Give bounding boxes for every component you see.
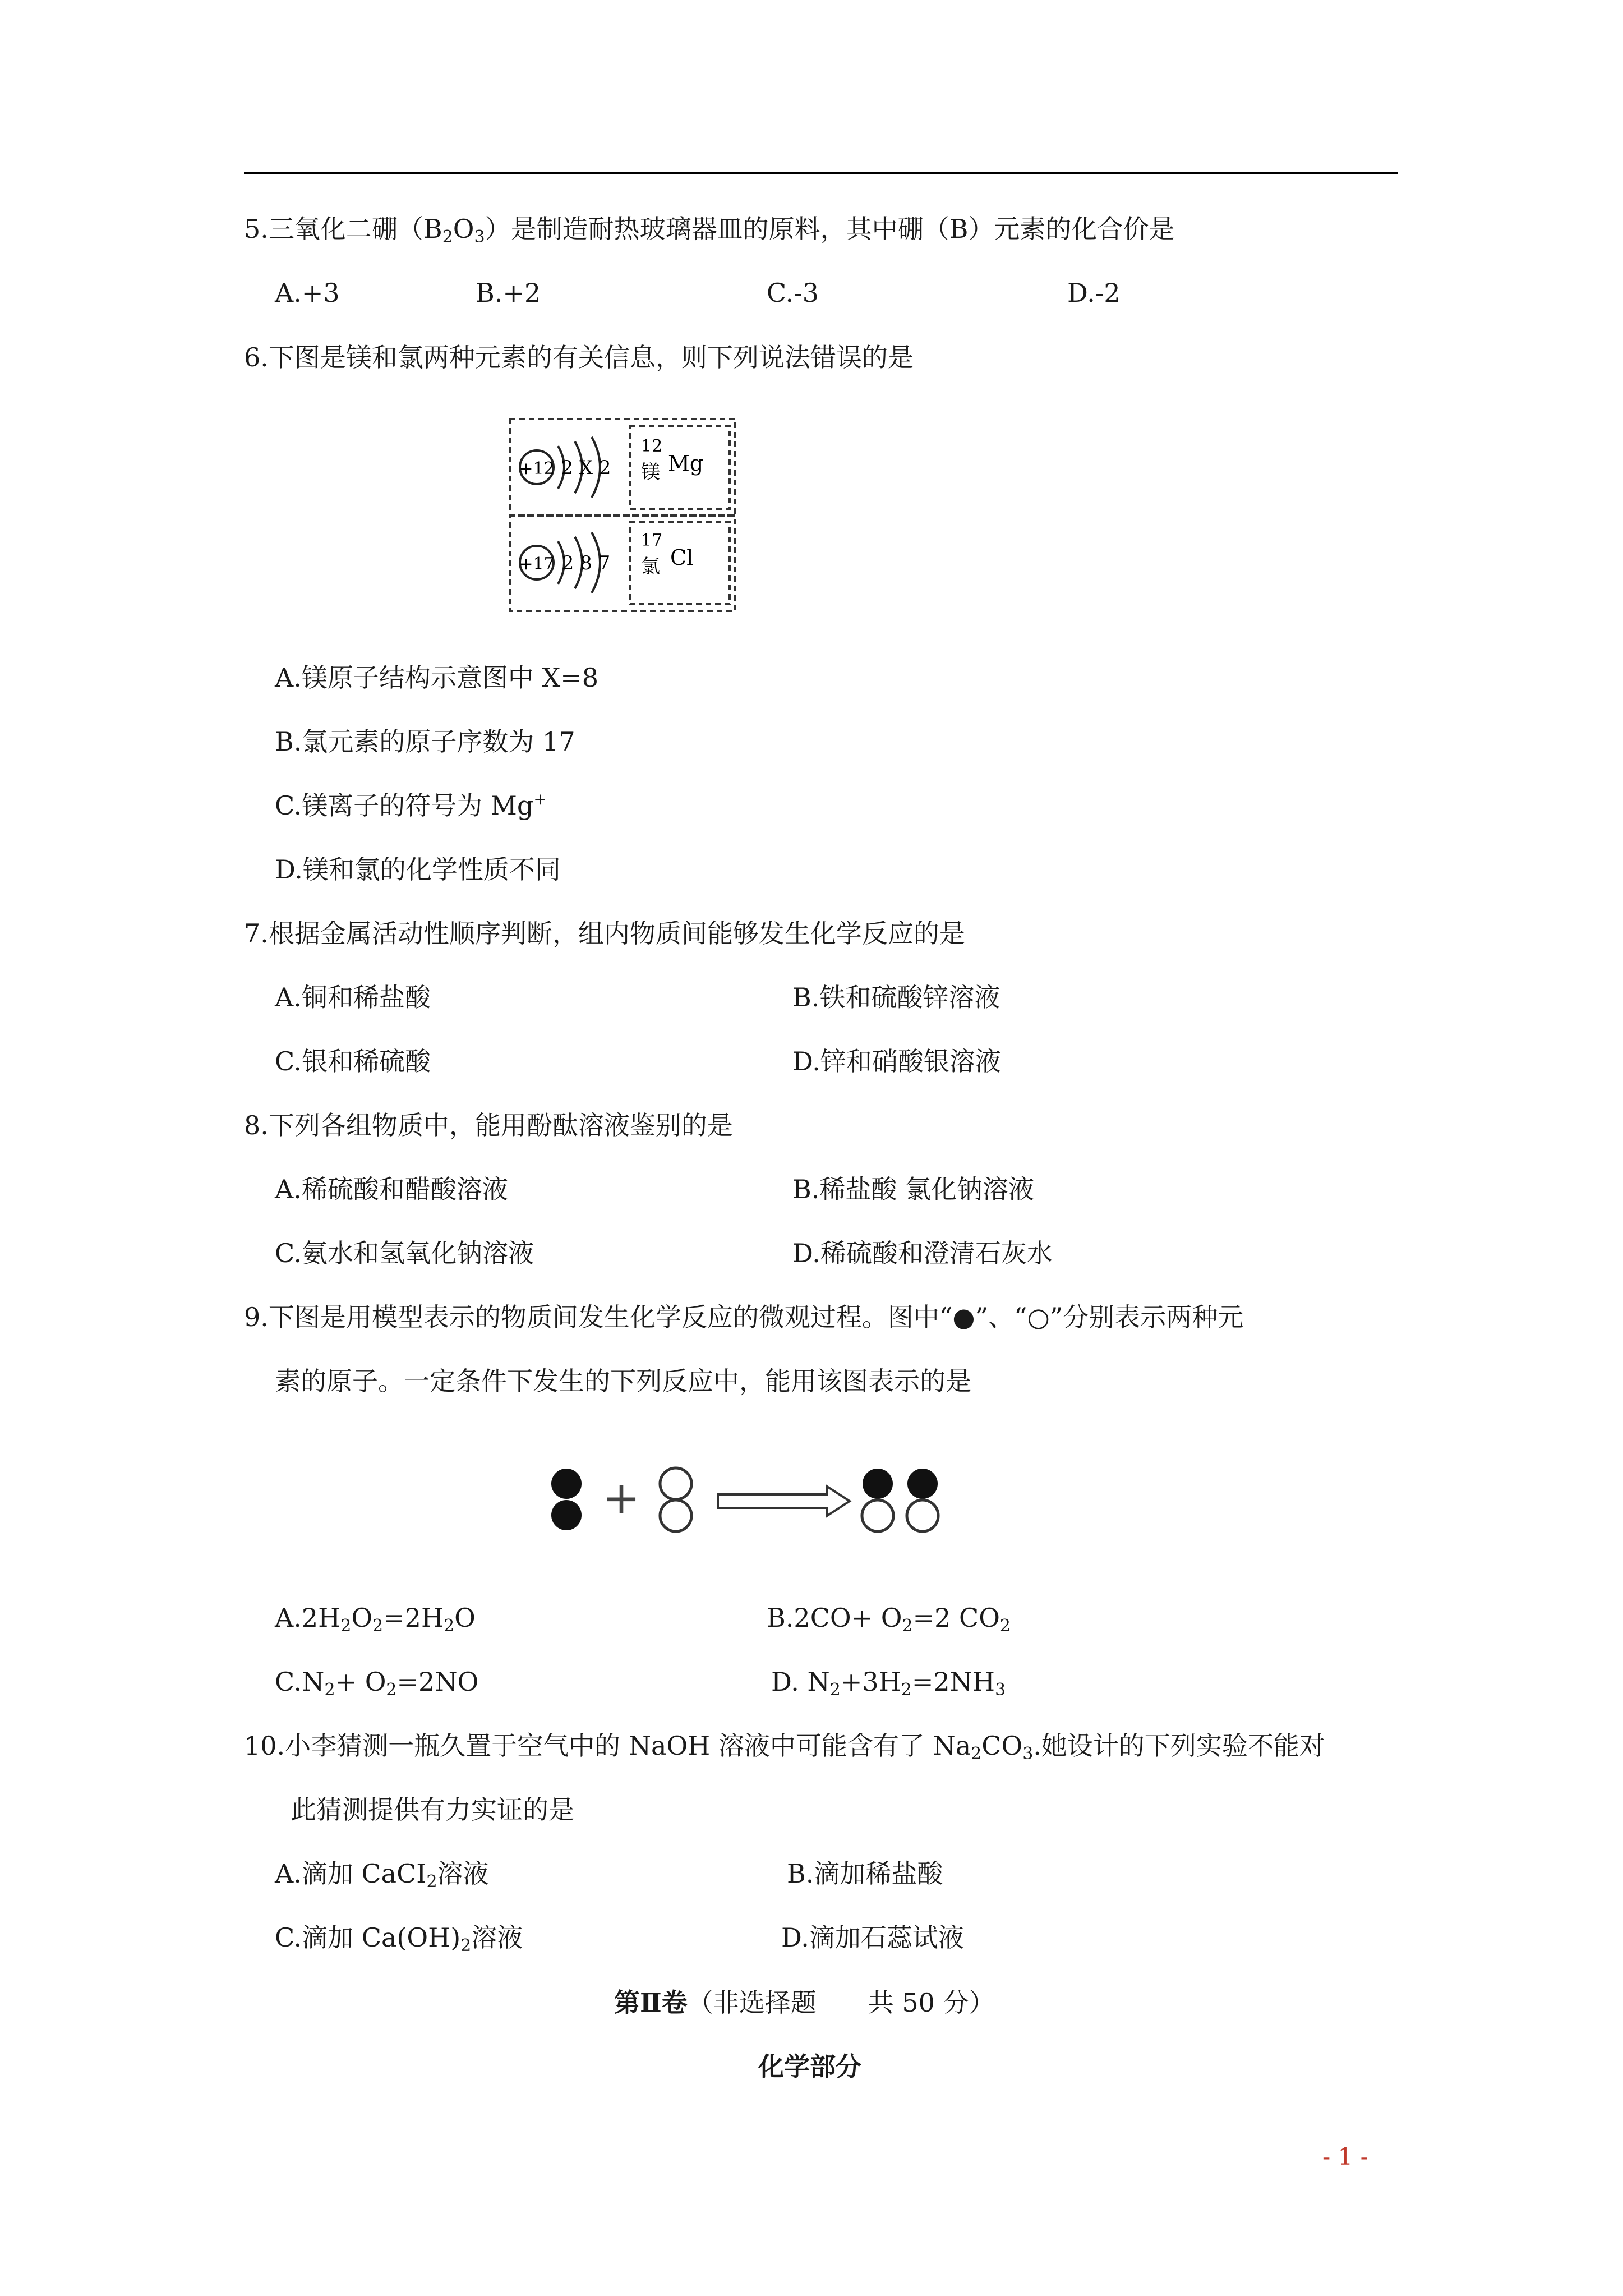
product-molecule-2 — [907, 1469, 938, 1531]
q9-option-c: $C.N_2+ O_2=2NO$ — [275, 1667, 479, 1700]
cl-element-name: 氯 — [641, 555, 660, 578]
cl-shell-electrons: 2 8 7 — [561, 552, 611, 574]
q9-option-a: $A.2H_2O_2=2H_2O$ — [275, 1603, 476, 1636]
page-number: - 1 - — [1322, 2143, 1368, 2170]
q10-option-c: C.滴加 $Ca(OH)_2$溶液 — [275, 1922, 523, 1955]
q6-option-d: D.镁和氯的化学性质不同 — [275, 854, 561, 885]
q8-option-d: D.稀硫酸和澄清石灰水 — [792, 1238, 1053, 1268]
q5-option-c: C.-3 — [767, 278, 819, 308]
q10-option-a: A.滴加 CaCI$_2$溶液 — [275, 1858, 489, 1892]
section-title: 第Ⅱ卷（非选择题 共 50 分） — [614, 1987, 995, 2018]
mg-atomic-number: 12 — [641, 436, 663, 456]
mg-element-name: 镁 — [641, 461, 660, 484]
mg-cl-element-figure — [502, 412, 749, 620]
q9-stem-line1: 9.下图是用模型表示的物质间发生化学反应的微观过程。图中“●”、“○”分别表示两种元 — [244, 1302, 1244, 1332]
q7-stem: 7.根据金属活动性顺序判断，组内物质间能够发生化学反应的是 — [244, 918, 965, 949]
cl-atom-structure — [519, 532, 610, 593]
q10-option-b: B.滴加稀盐酸 — [787, 1858, 943, 1889]
mg-atom-structure — [519, 437, 611, 498]
section-subtitle: 化学部分 — [758, 2051, 861, 2082]
reactant-white-molecule — [660, 1468, 691, 1531]
q10-option-d: D.滴加石蕊试液 — [781, 1922, 964, 1953]
cl-atomic-number: 17 — [641, 531, 663, 550]
q7-option-d: D.锌和硝酸银溶液 — [792, 1046, 1001, 1076]
q8-stem: 8.下列各组物质中，能用酚酞溶液鉴别的是 — [244, 1110, 733, 1140]
product-molecule-1 — [862, 1469, 893, 1531]
q5-stem: 5.三氧化二硼$(B_2O_3)$是制造耐热玻璃器皿的原料，其中硼（B）元素的化合价是 — [244, 214, 1175, 247]
mg-element-symbol: Mg — [668, 451, 704, 476]
q8-option-a: A.稀硫酸和醋酸溶液 — [275, 1174, 508, 1204]
mg-nucleus-label: +12 — [519, 459, 555, 478]
cl-element-symbol: Cl — [670, 545, 694, 570]
mg-shell-electrons: 2 X 2 — [561, 457, 611, 479]
q7-option-c: C.银和稀硫酸 — [275, 1046, 431, 1076]
header-rule — [244, 172, 1398, 174]
q8-option-b: B.稀盐酸 氯化钠溶液 — [792, 1174, 1035, 1204]
q7-option-a: A.铜和稀盐酸 — [275, 982, 431, 1013]
q9-stem-line2: 素的原子。一定条件下发生的下列反应中，能用该图表示的是 — [275, 1366, 971, 1396]
reaction-model-figure — [538, 1458, 965, 1559]
q6-option-a: A.镁原子结构示意图中 X=8 — [275, 662, 599, 693]
q6-option-c: C.镁离子的符号为 Mg+ — [275, 790, 547, 821]
q6-option-b: B.氯元素的原子序数为 17 — [275, 726, 575, 757]
q5-option-b: B.+2 — [476, 278, 541, 308]
reaction-arrow — [718, 1487, 850, 1516]
q6-stem: 6.下图是镁和氯两种元素的有关信息，则下列说法错误的是 — [244, 342, 914, 372]
q10-stem-line2: 此猜测提供有力实证的是 — [291, 1795, 574, 1825]
cl-nucleus-label: +17 — [519, 554, 555, 574]
q5-option-a: A.+3 — [275, 278, 340, 308]
q5-option-d: D.-2 — [1067, 278, 1121, 308]
plus-sign: + — [602, 1472, 640, 1524]
q10-stem-line1: 10.小李猜测一瓶久置于空气中的 NaOH 溶液中可能含有了 $Na_2CO_3$.她设计的下列实验不能对 — [244, 1731, 1325, 1764]
q9-option-d: D. $N_2+3H_2=2NH_3$ — [771, 1667, 1006, 1700]
reactant-black-molecule — [551, 1469, 582, 1530]
q8-option-c: C.氨水和氢氧化钠溶液 — [275, 1238, 534, 1268]
q9-option-b: $B.2CO+ O_2=2$ $CO_2$ — [767, 1603, 1011, 1636]
q7-option-b: B.铁和硫酸锌溶液 — [792, 982, 1000, 1013]
